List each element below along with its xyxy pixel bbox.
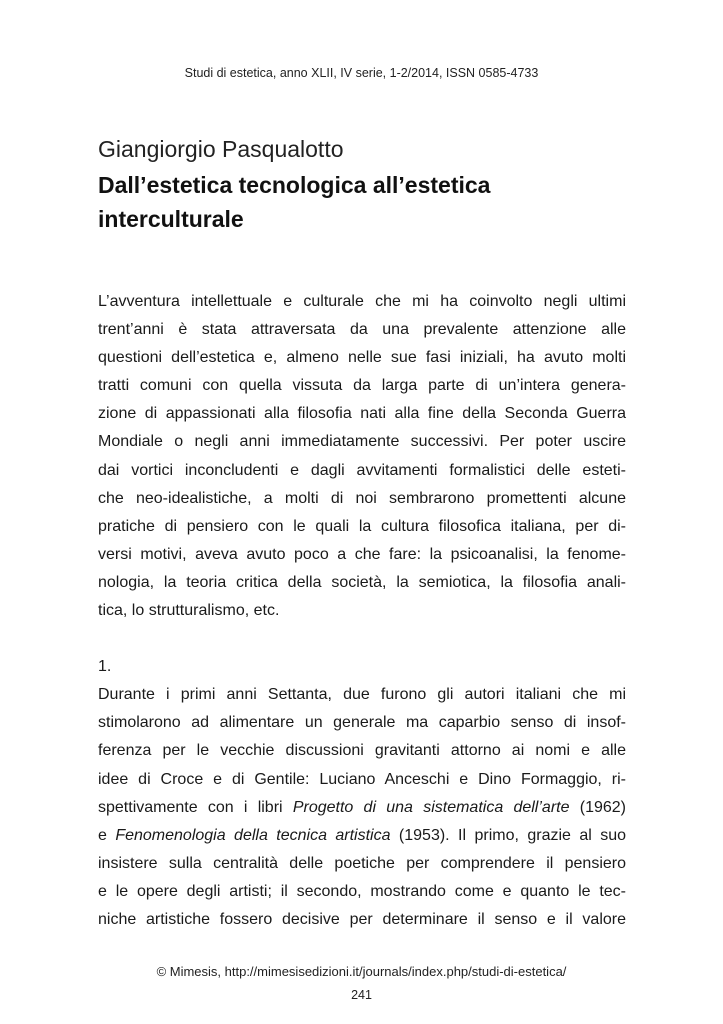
title-line-2: interculturale <box>98 206 244 232</box>
text-line: insistere sulla centralità delle poetiche per comprendere il pensiero <box>98 854 626 872</box>
text-line: tratti comuni con quella vissuta da larga parte di un’intera genera- <box>98 377 626 395</box>
text-line: Durante i primi anni Settanta, due furono gli autori italiani che mi <box>98 686 626 704</box>
article-title <box>98 168 638 236</box>
text-line: pratiche di pensiero con le quali la cultura filosofica italiana, per di- <box>98 517 626 535</box>
text-line-with-citation <box>98 822 626 850</box>
text-segment: e <box>98 826 116 844</box>
text-line: che neo-idealistiche, a molti di noi sembrarono promettenti alcune <box>98 489 626 507</box>
intro-paragraph <box>98 288 626 625</box>
book-title-citation: Progetto di una sistematica dell’arte <box>292 798 570 816</box>
text-line: trent’anni è stata attraversata da una prevalente attenzione alle <box>98 321 626 339</box>
text-line: Mondiale o negli anni immediatamente successivi. Per poter uscire <box>98 433 626 451</box>
text-line: niche artistiche fossero decisive per determinare il senso e il valore <box>98 910 626 928</box>
section-1-paragraph <box>98 681 626 934</box>
text-line: stimolarono ad alimentare un generale ma caparbio senso di insof- <box>98 714 626 732</box>
running-head: Studi di estetica, anno XLII, IV serie, 1-2/2014, ISSN 0585-4733 <box>184 66 539 80</box>
book-title-citation: Fenomenologia della tecnica artistica <box>115 826 391 844</box>
copyright-footer: © Mimesis, http://mimesisedizioni.it/journals/index.php/studi-di-estetica/ <box>156 964 567 979</box>
text-line: ferenza per le vecchie discussioni gravitanti attorno ai nomi e alle <box>98 742 626 760</box>
text-line: e le opere degli artisti; il secondo, mostrando come e quanto le tec- <box>98 882 626 900</box>
text-line: tica, lo strutturalismo, etc. <box>98 602 280 620</box>
text-segment: (1962) <box>569 798 626 816</box>
body-text <box>98 288 626 934</box>
title-line-1: Dall’estetica tecnologica all’estetica <box>98 172 491 198</box>
text-line: questioni dell’estetica e, almeno nelle sue fasi iniziali, ha avuto molti <box>98 349 626 367</box>
text-segment: spettivamente con i libri <box>98 798 293 816</box>
page-number: 241 <box>351 988 372 1002</box>
author-name: Giangiorgio Pasqualotto <box>98 136 344 162</box>
text-line: idee di Croce e di Gentile: Luciano Anceschi e Dino Formaggio, ri- <box>98 770 626 788</box>
text-segment: (1953). Il primo, grazie al suo <box>390 826 627 844</box>
text-line: dai vortici inconcludenti e dagli avvitamenti formalistici delle esteti- <box>98 461 626 479</box>
paragraph-gap <box>98 625 626 653</box>
text-line: L’avventura intellettuale e culturale che mi ha coinvolto negli ultimi <box>98 293 626 310</box>
section-number: 1. <box>98 658 112 676</box>
text-line-with-citation <box>98 794 626 822</box>
text-line: versi motivi, aveva avuto poco a che fare: la psicoanalisi, la fenome- <box>98 545 626 563</box>
text-line: nologia, la teoria critica della società, la semiotica, la filosofia anali- <box>98 573 626 591</box>
text-line: zione di appassionati alla filosofia nati alla fine della Seconda Guerra <box>98 405 626 423</box>
